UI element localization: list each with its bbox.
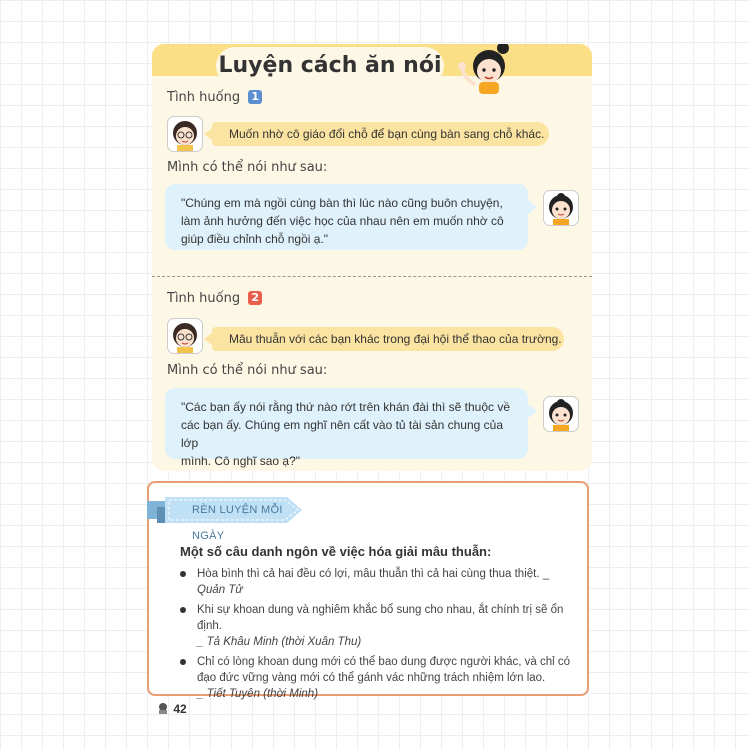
quote-author: _ Tả Khâu Minh (thời Xuân Thu) [197, 636, 362, 648]
bullet-icon [180, 571, 186, 577]
situation-2-lead: Mình có thể nói như sau: [167, 363, 328, 378]
bullet-icon [180, 659, 186, 665]
situation-2-text: Tình huống [167, 291, 241, 306]
teacher-avatar-icon [167, 318, 203, 354]
answer-line: giúp điều chỉnh chỗ ngồi ạ." [181, 232, 329, 246]
list-item [180, 654, 580, 702]
quotes-heading: Một số câu danh ngôn về việc hóa giải mâu thuẫn: [180, 544, 492, 559]
divider [152, 276, 592, 277]
page-mascot-icon [156, 702, 170, 714]
list-item [180, 602, 580, 650]
page-number-text: 42 [173, 702, 187, 716]
answer-line: "Các bạn ấy nói rằng thứ nào rớt trên khán đài thì sẽ thuộc về [181, 400, 511, 414]
situation-2-label [167, 291, 262, 306]
page-title: Luyện cách ăn nói [216, 47, 444, 85]
situation-1-answer [165, 184, 528, 250]
bullet-icon [180, 607, 186, 613]
answer-line: làm ảnh hưởng đến việc học của nhau nên em muốn nhờ cô [181, 214, 504, 228]
quote-text: Chỉ có lòng khoan dung mới có thể bao dung được người khác, và chỉ có đạo đức vững vàng mới có thể gánh vác những trách nhiệm lớn lao. [197, 656, 571, 684]
situation-2-answer [165, 388, 528, 468]
quote-text: Hòa bình thì cả hai đều có lợi, mâu thuẫn thì cả hai cùng thua thiệt. _ [197, 568, 550, 580]
teacher-avatar-icon [167, 116, 203, 152]
quote-author: _ Tiết Tuyên (thời Minh) [197, 688, 319, 700]
situation-2-number: 2 [248, 291, 262, 305]
situation-1-text: Tình huống [167, 90, 241, 105]
situation-1-lead: Mình có thể nói như sau: [167, 160, 328, 175]
situation-1-number: 1 [248, 90, 262, 104]
ribbon-label: RÈN LUYỆN MỖI NGÀY [192, 504, 283, 542]
answer-line: mình. Cô nghĩ sao ạ?" [181, 454, 300, 468]
practice-card [152, 44, 592, 471]
quote-text: Khi sự khoan dung và nghiêm khắc bổ sung cho nhau, ắt chính trị sẽ ổn định. [197, 604, 564, 632]
quote-author: Quản Tử [197, 584, 243, 596]
situation-2-prompt: Mâu thuẫn với các bạn khác trong đại hội thể thao của trường. [212, 327, 564, 351]
answer-line: các bạn ấy. Chúng em nghĩ nên cất vào tủ tài sản chung của lớp [181, 418, 503, 450]
answer-line: "Chúng em mà ngồi cùng bàn thì lúc nào cũng buôn chuyện, [181, 196, 503, 210]
quotes-list [180, 566, 580, 706]
mascot-girl-waving-icon [454, 44, 524, 94]
student-avatar-icon [543, 396, 579, 432]
student-avatar-icon [543, 190, 579, 226]
situation-1-prompt: Muốn nhờ cô giáo đổi chỗ để bạn cùng bàn sang chỗ khác. [212, 122, 549, 146]
list-item [180, 566, 580, 598]
situation-1-label [167, 90, 262, 105]
page-number [156, 702, 187, 716]
